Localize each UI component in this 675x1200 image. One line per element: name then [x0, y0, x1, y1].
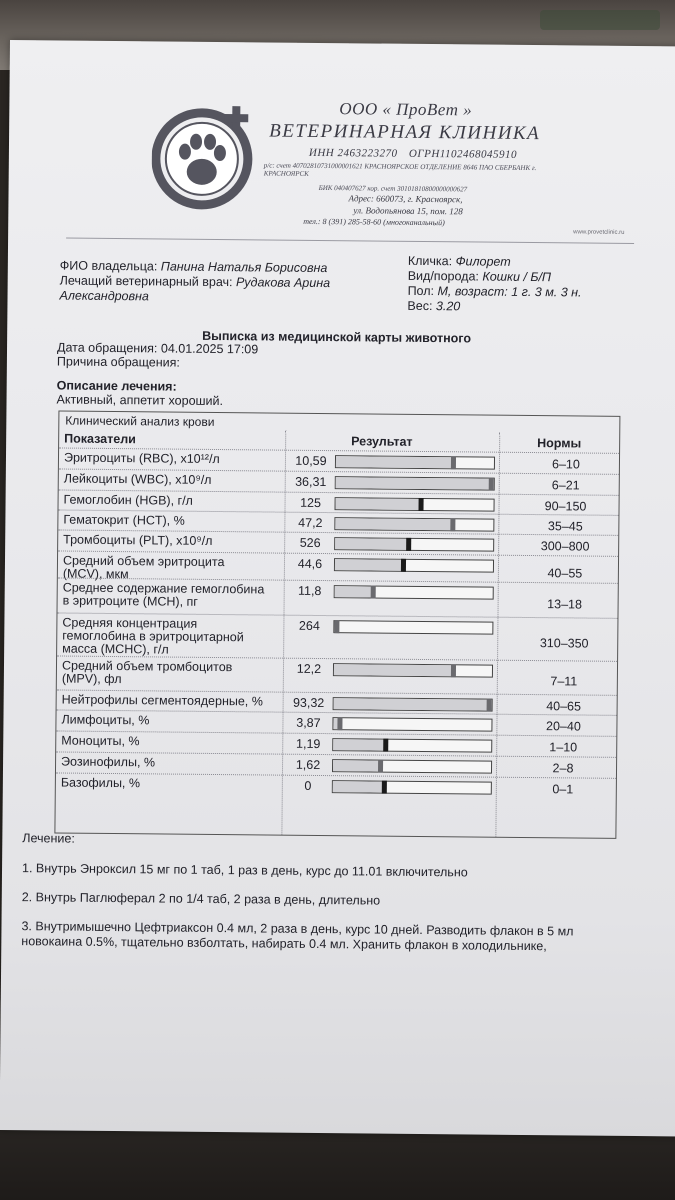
result-bar-marker — [383, 739, 388, 752]
row-name-line: (MPV), фл — [61, 671, 122, 687]
result-bar-fill — [334, 664, 453, 676]
row-value: 47,2 — [298, 515, 323, 531]
table-row — [57, 612, 617, 661]
result-bar-marker — [371, 585, 376, 598]
row-name — [62, 660, 233, 688]
row-value: 93,32 — [292, 695, 325, 711]
result-bar-marker — [418, 498, 423, 511]
sex-label: Пол: — [407, 283, 435, 299]
result-bar — [333, 663, 493, 678]
result-bar — [332, 759, 492, 774]
treatment-item-1: 1. Внутрь Энроксил 15 мг по 1 таб, 1 раз в день, курс до 11.01 включительно — [21, 861, 468, 880]
nickname-row — [408, 254, 511, 269]
row-name-line: Лейкоциты (WBC), x10⁹/л — [63, 471, 212, 487]
row-norm: 35–45 — [547, 519, 583, 534]
inn: ИНН 2463223270 — [308, 146, 398, 160]
result-bar-marker — [334, 620, 339, 633]
date-value: 04.01.2025 17:09 — [160, 341, 259, 357]
row-norm: 6–21 — [551, 478, 580, 493]
bank-account: р/с: счет 40702810731000001621 КРАСНОЯРСКОЕ ОТДЕЛЕНИЕ 8646 ПАО СБЕРБАНК г. КРАСНОЯРСК — [263, 161, 537, 178]
row-value: 264 — [298, 618, 320, 634]
species: Кошки / Б/П — [482, 269, 552, 285]
row-name — [63, 534, 212, 548]
row-name-line: Гемоглобин (HGB), г/л — [63, 492, 193, 508]
row-norm: 40–55 — [547, 566, 583, 581]
result-bar — [335, 455, 495, 470]
date-label: Дата обращения: — [56, 340, 158, 356]
weight: 3.20 — [435, 299, 461, 314]
result-bar-marker — [337, 717, 342, 730]
result-bar — [333, 620, 493, 635]
result-bar-fill — [335, 518, 452, 530]
row-name-line: (MCV), мкм — [62, 566, 129, 582]
address-line-2: ул. Водопьянова 15, пом. 128 — [353, 205, 463, 217]
row-norm: 90–150 — [544, 499, 587, 514]
row-name-line: в эритроците (MCH), пг — [62, 593, 198, 609]
doctor-name-continued: Александровна — [59, 288, 149, 304]
row-norm: 20–40 — [545, 719, 581, 734]
row-name-line: Тромбоциты (PLT), x10⁹/л — [63, 532, 213, 548]
result-bar — [332, 738, 492, 753]
result-bar-marker — [406, 538, 411, 551]
result-bar — [334, 585, 494, 600]
treatment-description-label: Описание лечения: — [56, 378, 177, 394]
result-bar-fill — [335, 586, 373, 597]
result-bar — [335, 497, 495, 512]
row-name — [63, 514, 184, 528]
row-norm: 7–11 — [550, 674, 578, 689]
result-bar-fill — [334, 698, 492, 711]
result-bar-marker — [401, 559, 406, 572]
document-page — [0, 40, 675, 1136]
row-name-line: Средняя концентрация — [62, 615, 198, 631]
row-norm: 1–10 — [549, 740, 578, 755]
row-norm: 40–65 — [546, 699, 582, 714]
species-label: Вид/порода: — [407, 268, 479, 284]
column-header-norm: Нормы — [537, 436, 582, 451]
result-bar-fill — [336, 456, 453, 468]
document-title: Выписка из медицинской карты животного — [202, 328, 472, 346]
row-value: 1,62 — [295, 757, 321, 773]
row-norm: 300–800 — [540, 539, 590, 554]
row-value: 44,6 — [297, 556, 323, 572]
row-value: 0 — [304, 778, 312, 793]
row-name — [61, 735, 139, 749]
row-name-line: Лимфоциты, % — [61, 712, 150, 728]
row-name — [62, 694, 263, 709]
result-bar — [334, 537, 494, 552]
result-bar-fill — [333, 739, 385, 750]
row-name-line: Среднее содержание гемоглобина — [62, 580, 265, 597]
row-name — [64, 452, 220, 466]
address-line-1: Адрес: 660073, г. Красноярск, — [348, 193, 463, 205]
result-bar-marker — [489, 478, 494, 491]
row-name — [61, 714, 149, 728]
result-bar-marker — [451, 456, 456, 469]
phone: тел.: 8 (391) 285-58-60 (многоканальный) — [303, 216, 445, 228]
row-name-line: Нейтрофилы сегментоядерные, % — [61, 692, 263, 709]
row-name — [62, 617, 244, 658]
clinic-name: ВЕТЕРИНАРНАЯ КЛИНИКА — [269, 120, 541, 145]
row-norm: 0–1 — [552, 782, 574, 797]
row-value: 11,8 — [297, 583, 322, 599]
row-norm: 13–18 — [547, 597, 583, 612]
row-norm: 310–350 — [539, 636, 589, 651]
row-name-line: гемоглобина в эритроцитарной — [62, 628, 244, 645]
ogrn: ОГРН1102468045910 — [408, 147, 518, 161]
result-bar-fill — [335, 538, 408, 550]
result-bar-marker — [378, 760, 383, 773]
weight-label: Вес: — [407, 298, 433, 314]
result-bar-fill — [336, 477, 494, 490]
result-bar-marker — [382, 781, 387, 794]
nickname-label: Кличка: — [407, 253, 453, 269]
row-name-line: Гематокрит (HCT), % — [63, 512, 185, 528]
row-name — [64, 473, 212, 487]
row-value: 36,31 — [295, 474, 327, 490]
doctor-name: Рудакова Арина — [235, 275, 331, 291]
result-bar — [332, 717, 492, 732]
website: www.provetclinic.ru — [573, 229, 625, 236]
row-name-line: масса (MCHC), г/л — [62, 641, 169, 657]
row-name — [63, 582, 265, 610]
row-name-line: Базофилы, % — [60, 775, 141, 791]
row-name — [61, 777, 140, 791]
row-name-line: Средний объем эритроцита — [62, 553, 225, 570]
treatment-item-3: 3. Внутримышечно Цефтриаксон 0.4 мл, 2 раза в день, курс 10 дней. Разводить флакон в 5 мл — [21, 919, 574, 939]
table-row — [56, 772, 616, 799]
org-name: ООО « ПроВет » — [339, 99, 473, 120]
sex-age: М, возраст: 1 г. 3 м. 3 н. — [437, 284, 582, 300]
row-name-line: Средний объем тромбоцитов — [61, 658, 233, 675]
row-name-line: Эозинофилы, % — [61, 754, 156, 770]
reason-label: Причина обращения: — [56, 354, 180, 370]
column-header-result: Результат — [351, 434, 413, 449]
row-norm: 2–8 — [552, 761, 574, 776]
treatment-item-3-continued: новокаина 0.5%, тщательно взболтать, набирать 0.4 мл. Хранить флакон в холодильнике, — [21, 934, 547, 954]
nickname: Филорет — [455, 254, 511, 269]
result-bar — [334, 517, 494, 532]
result-bar — [333, 697, 493, 712]
result-bar — [334, 558, 494, 573]
header-divider — [66, 238, 634, 244]
result-bar-fill — [336, 498, 421, 510]
result-bar-marker — [450, 518, 455, 531]
row-value: 125 — [300, 495, 322, 511]
result-bar-fill — [335, 559, 403, 571]
result-bar-marker — [487, 699, 492, 712]
owner-row — [60, 258, 328, 275]
result-bar — [335, 476, 495, 491]
result-bar-fill — [333, 760, 380, 771]
row-name-line: Моноциты, % — [61, 733, 140, 749]
table-caption: Клинический анализ крови — [65, 413, 215, 429]
weight-row — [407, 299, 460, 314]
row-value: 526 — [299, 535, 321, 551]
treatment-description: Активный, аппетит хороший. — [56, 392, 224, 409]
doctor-row — [60, 273, 331, 290]
species-row — [408, 269, 551, 284]
result-bar-fill — [333, 781, 384, 792]
treatment-label: Лечение: — [22, 831, 75, 846]
row-value: 10,59 — [295, 453, 327, 469]
sex-age-row — [408, 284, 582, 300]
row-value: 12,2 — [296, 661, 322, 677]
result-bar — [332, 780, 492, 795]
treatment-item-2: 2. Внутрь Паглюферал 2 по 1/4 таб, 2 раза в день, длительно — [21, 890, 381, 908]
blood-test-table — [54, 410, 620, 838]
owner-label: ФИО владельца: — [59, 258, 158, 274]
paw-logo-icon — [151, 103, 262, 214]
result-bar-marker — [451, 664, 456, 677]
owner-name: Панина Наталья Борисовна — [160, 259, 328, 276]
row-name-line: Эритроциты (RBC), x10¹²/л — [63, 450, 220, 467]
row-norm: 6–10 — [551, 457, 580, 472]
bik: БИК 040407627 кор. счет 30101810800000000627 — [318, 183, 468, 194]
row-value: 3,87 — [296, 715, 321, 731]
background-object — [540, 10, 660, 30]
row-name — [61, 756, 155, 770]
row-value: 1,19 — [296, 736, 321, 752]
row-name — [64, 494, 193, 508]
doctor-label: Лечащий ветеринарный врач: — [59, 273, 233, 290]
column-header-name: Показатели — [64, 431, 136, 447]
